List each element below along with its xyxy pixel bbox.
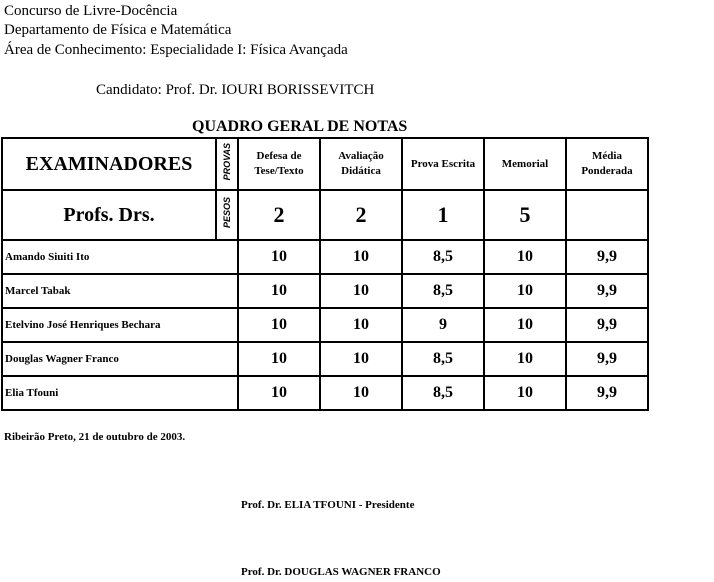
grade-cell: 9,9 xyxy=(566,308,648,342)
candidate-line: Candidato: Prof. Dr. IOURI BORISSEVITCH xyxy=(96,82,375,98)
examiner-name: Amando Siuiti Ito xyxy=(2,240,238,274)
grade-cell: 10 xyxy=(238,376,320,410)
grade-cell: 9,9 xyxy=(566,376,648,410)
examiner-name: Marcel Tabak xyxy=(2,274,238,308)
table-row xyxy=(2,274,648,308)
column-header-row xyxy=(2,138,648,190)
examiner-name: Douglas Wagner Franco xyxy=(2,342,238,376)
grade-cell: 9,9 xyxy=(566,342,648,376)
weight-memorial: 5 xyxy=(484,190,566,240)
examiner-name: Elia Tfouni xyxy=(2,376,238,410)
column-header-media: Média Ponderada xyxy=(566,138,648,190)
grade-cell: 10 xyxy=(320,308,402,342)
table-row xyxy=(2,342,648,376)
grades-table xyxy=(1,137,649,411)
weights-row xyxy=(2,190,648,240)
grade-cell: 10 xyxy=(238,308,320,342)
grade-cell: 9,9 xyxy=(566,274,648,308)
place-date: Ribeirão Preto, 21 de outubro de 2003. xyxy=(4,431,186,443)
grade-cell: 10 xyxy=(484,274,566,308)
examiner-name: Etelvino José Henriques Bechara xyxy=(2,308,238,342)
pesos-cell xyxy=(216,190,238,240)
header-line-2: Departamento de Física e Matemática xyxy=(4,22,232,38)
grade-cell: 8,5 xyxy=(402,376,484,410)
column-header-avaliacao: Avaliação Didática xyxy=(320,138,402,190)
weight-avaliacao: 2 xyxy=(320,190,402,240)
column-header-prova-escrita: Prova Escrita xyxy=(402,138,484,190)
grade-cell: 10 xyxy=(320,376,402,410)
grade-cell: 10 xyxy=(484,240,566,274)
provas-cell xyxy=(216,138,238,190)
examiners-label: EXAMINADORES xyxy=(2,138,216,190)
grade-cell: 10 xyxy=(238,342,320,376)
table-row xyxy=(2,308,648,342)
grade-cell: 10 xyxy=(320,274,402,308)
column-header-memorial: Memorial xyxy=(484,138,566,190)
pesos-label: PESOS xyxy=(222,196,232,228)
table-row xyxy=(2,376,648,410)
grade-cell: 8,5 xyxy=(402,342,484,376)
weight-defesa: 2 xyxy=(238,190,320,240)
table-row xyxy=(2,240,648,274)
grade-cell: 10 xyxy=(238,240,320,274)
table-title: QUADRO GERAL DE NOTAS xyxy=(192,118,408,135)
signature-president: Prof. Dr. ELIA TFOUNI - Presidente xyxy=(241,499,415,511)
grade-cell: 10 xyxy=(320,240,402,274)
grade-cell: 10 xyxy=(238,274,320,308)
profs-label: Profs. Drs. xyxy=(2,190,216,240)
provas-label: PROVAS xyxy=(222,142,232,181)
grade-cell: 10 xyxy=(484,342,566,376)
grade-cell: 10 xyxy=(484,376,566,410)
weight-prova-escrita: 1 xyxy=(402,190,484,240)
grade-cell: 10 xyxy=(484,308,566,342)
grade-cell: 8,5 xyxy=(402,240,484,274)
grade-cell: 8,5 xyxy=(402,274,484,308)
signature-member: Prof. Dr. DOUGLAS WAGNER FRANCO xyxy=(241,566,441,578)
header-line-3: Área de Conhecimento: Especialidade I: Física Avançada xyxy=(4,42,348,58)
grade-cell: 10 xyxy=(320,342,402,376)
column-header-defesa: Defesa de Tese/Texto xyxy=(238,138,320,190)
header-line-1: Concurso de Livre-Docência xyxy=(4,3,178,19)
grade-cell: 9 xyxy=(402,308,484,342)
grade-cell: 9,9 xyxy=(566,240,648,274)
weight-media xyxy=(566,190,648,240)
